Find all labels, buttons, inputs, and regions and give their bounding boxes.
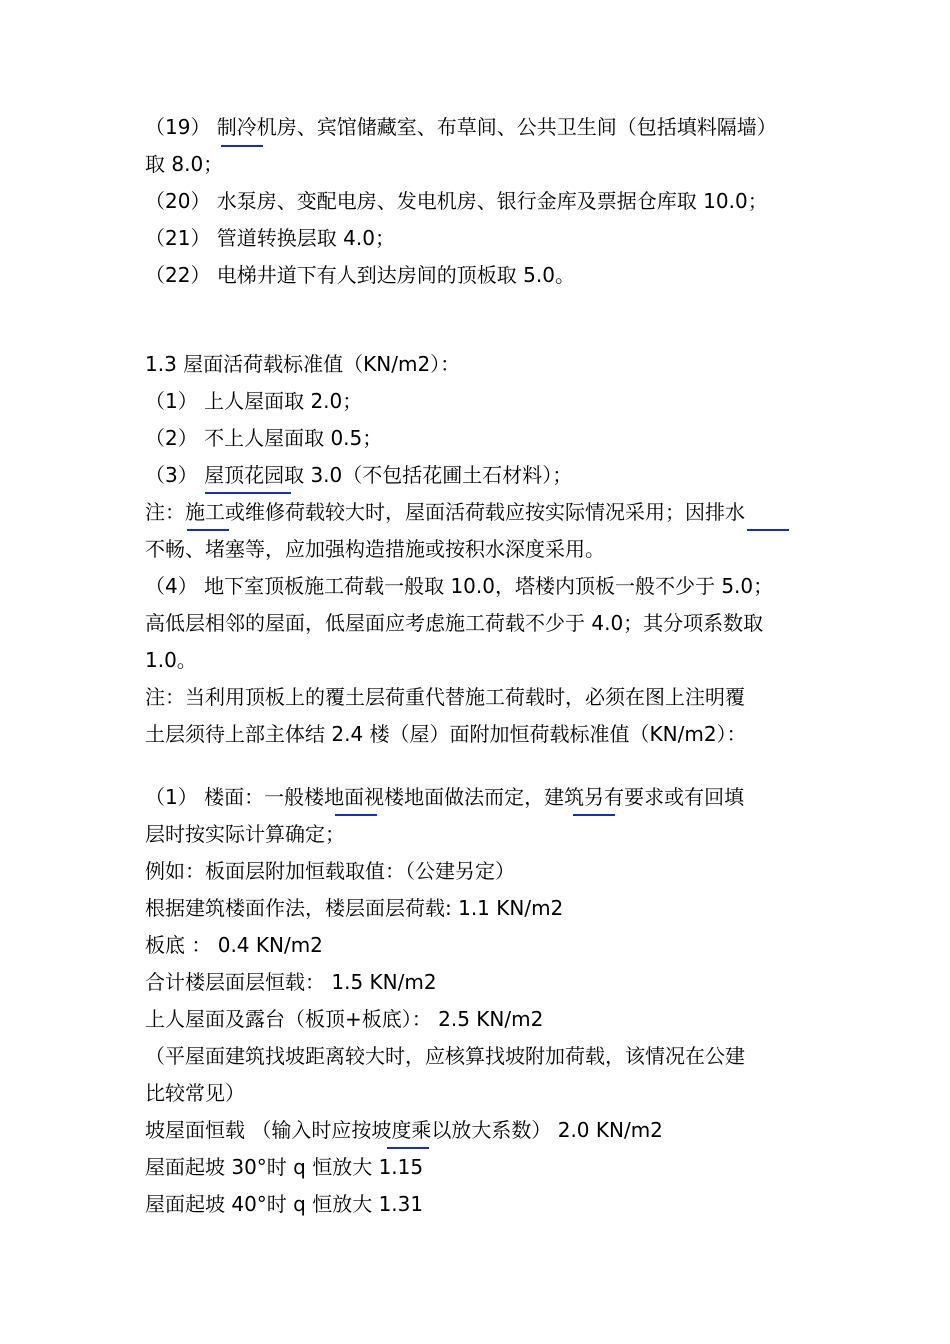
spellcheck-underline: [573, 814, 615, 816]
section-heading: 1.3 屋面活荷载标准值（KN/m2）：: [145, 352, 461, 376]
text-line: 注：施工或维修荷载较大时，屋面活荷载应按实际情况采用；因排水: [145, 500, 745, 524]
spellcheck-underline: [387, 1147, 429, 1149]
text-line: 上人屋面及露台（板顶+板底）： 2.5 KN/m2: [145, 1007, 544, 1031]
spellcheck-underline: [221, 145, 263, 147]
text-line: 不畅、堵塞等，应加强构造措施或按积水深度采用。: [145, 537, 605, 561]
text-line: 屋面起坡 30°时 q 恒放大 1.15: [145, 1155, 424, 1179]
text-line: 合计楼层面层恒载： 1.5 KN/m2: [145, 970, 437, 994]
text-line: （21） 管道转换层取 4.0；: [145, 226, 395, 250]
text-line: 坡屋面恒载 （输入时应按坡度乘以放大系数） 2.0 KN/m2: [145, 1118, 663, 1142]
text-line: 注：当利用顶板上的覆土层荷重代替施工荷载时，必须在图上注明覆: [145, 685, 745, 709]
text-line: （22） 电梯井道下有人到达房间的顶板取 5.0。: [145, 263, 575, 287]
text-line: （19） 制冷机房、宾馆储藏室、布草间、公共卫生间（包括填料隔墙）: [145, 115, 777, 139]
text-line: （2） 不上人屋面取 0.5；: [145, 426, 383, 450]
text-line: 土层须待上部主体结 2.4 楼（屋）面附加恒荷载标准值（KN/m2）：: [145, 722, 747, 746]
text-line: 板底 ： 0.4 KN/m2: [145, 933, 323, 957]
text-line: 1.0。: [145, 648, 197, 672]
text-line: （20） 水泵房、变配电房、发电机房、银行金库及票据仓库取 10.0；: [145, 189, 768, 213]
spellcheck-underline: [205, 492, 291, 494]
text-line: 层时按实际计算确定；: [145, 822, 345, 846]
text-line: 例如：板面层附加恒载取值：（公建另定）: [145, 859, 515, 883]
text-line: （4） 地下室顶板施工荷载一般取 10.0，塔楼内顶板一般不少于 5.0；: [145, 574, 774, 598]
text-line: 根据建筑楼面作法，楼层面层荷载: 1.1 KN/m2: [145, 896, 564, 920]
text-line: 高低层相邻的屋面，低屋面应考虑施工荷载不少于 4.0；其分项系数取: [145, 611, 764, 635]
text-line: 取 8.0；: [145, 152, 224, 176]
text-line: 比较常见）: [145, 1081, 245, 1105]
text-line: 屋面起坡 40°时 q 恒放大 1.31: [145, 1192, 424, 1216]
spellcheck-underline: [187, 529, 229, 531]
text-line: （1） 上人屋面取 2.0；: [145, 389, 363, 413]
text-line: （平屋面建筑找坡距离较大时，应核算找坡附加荷载，该情况在公建: [145, 1044, 745, 1068]
text-line: （3） 屋顶花园取 3.0（不包括花圃土石材料）；: [145, 463, 573, 487]
spellcheck-underline: [747, 529, 789, 531]
spellcheck-underline: [335, 814, 377, 816]
text-line: （1） 楼面：一般楼地面视楼地面做法而定，建筑另有要求或有回填: [145, 785, 745, 809]
